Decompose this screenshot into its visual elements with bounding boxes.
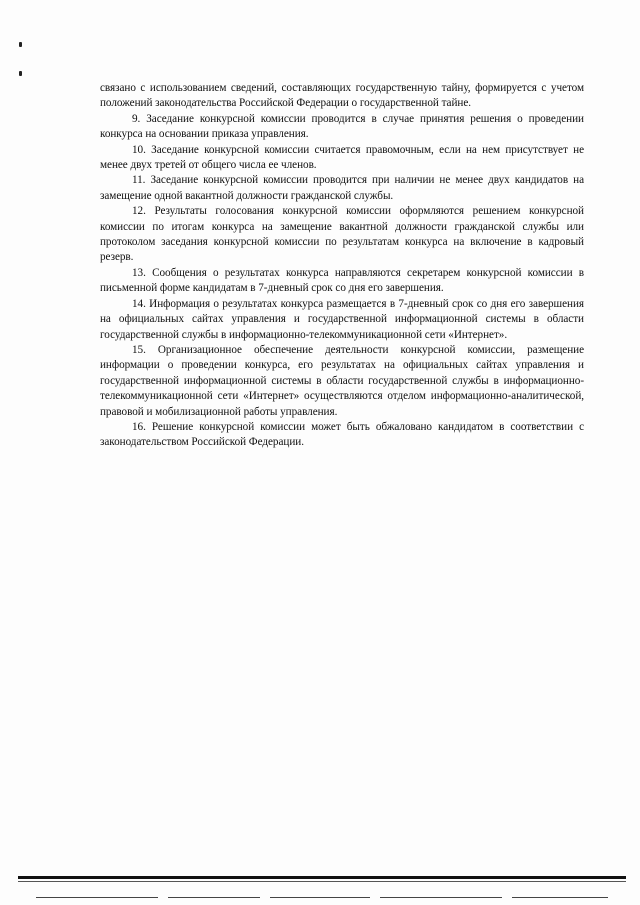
scan-artifact-line: [36, 897, 158, 898]
scan-artifact-line: [380, 897, 502, 898]
paragraph-13: 13. Сообщения о результатах конкурса направляются секретарем конкурсной комиссии в письменной форме кандидатам в 7-дневный срок со дня его завершения.: [100, 266, 584, 295]
paragraph-continuation: связано с использованием сведений, составляющих государственную тайну, формируется с учетом положений законодательства Российской Федерации о государственной тайне.: [100, 82, 584, 110]
paragraph-15: 15. Организационное обеспечение деятельности конкурсной комиссии, размещение информации о проведении конкурса, его результатах на официальных сайтах управления и государственной информационной системы в области государственной службы в информационно-телекоммуникационной сети «Интернет» осуществляются отделом информационно-аналитической, правовой и мобилизационной работы управления.: [100, 343, 584, 418]
paragraph-14: 14. Информация о результатах конкурса размещается в 7-дневный срок со дня его завершения на официальных сайтах управления и государственной информационной системы в области государственной службы в информационно-телекоммуникационной сети «Интернет».: [100, 297, 584, 341]
scan-bottom-edge-shadow: [18, 881, 626, 882]
scan-artifact-line: [270, 897, 370, 898]
paragraph-9: 9. Заседание конкурсной комиссии проводится в случае принятия решения о проведении конкурса на основании приказа управления.: [100, 112, 584, 141]
scan-artifact-line: [168, 897, 260, 898]
scan-bottom-edge: [18, 876, 626, 879]
paragraph-11: 11. Заседание конкурсной комиссии проводится при наличии не менее двух кандидатов на замещение одной вакантной должности гражданской службы.: [100, 174, 584, 202]
scan-artifact-dot: [19, 71, 22, 76]
paragraph-10: 10. Заседание конкурсной комиссии считается правомочным, если на нем присутствует не менее двух третей от общего числа ее членов.: [100, 143, 584, 172]
scan-artifact-dot: [19, 42, 22, 47]
paragraph-16: 16. Решение конкурсной комиссии может быть обжаловано кандидатом в соответствии с законодательством Российской Федерации.: [100, 420, 584, 449]
scan-artifact-line: [512, 897, 608, 898]
document-body: [100, 81, 584, 451]
paragraph-12: 12. Результаты голосования конкурсной комиссии оформляются решением конкурсной комиссии по итогам конкурса на замещение вакантной должности гражданской службы или протоколом заседания конкурсной комиссии по результатам конкурса на включение в кадровый резерв.: [100, 205, 584, 264]
